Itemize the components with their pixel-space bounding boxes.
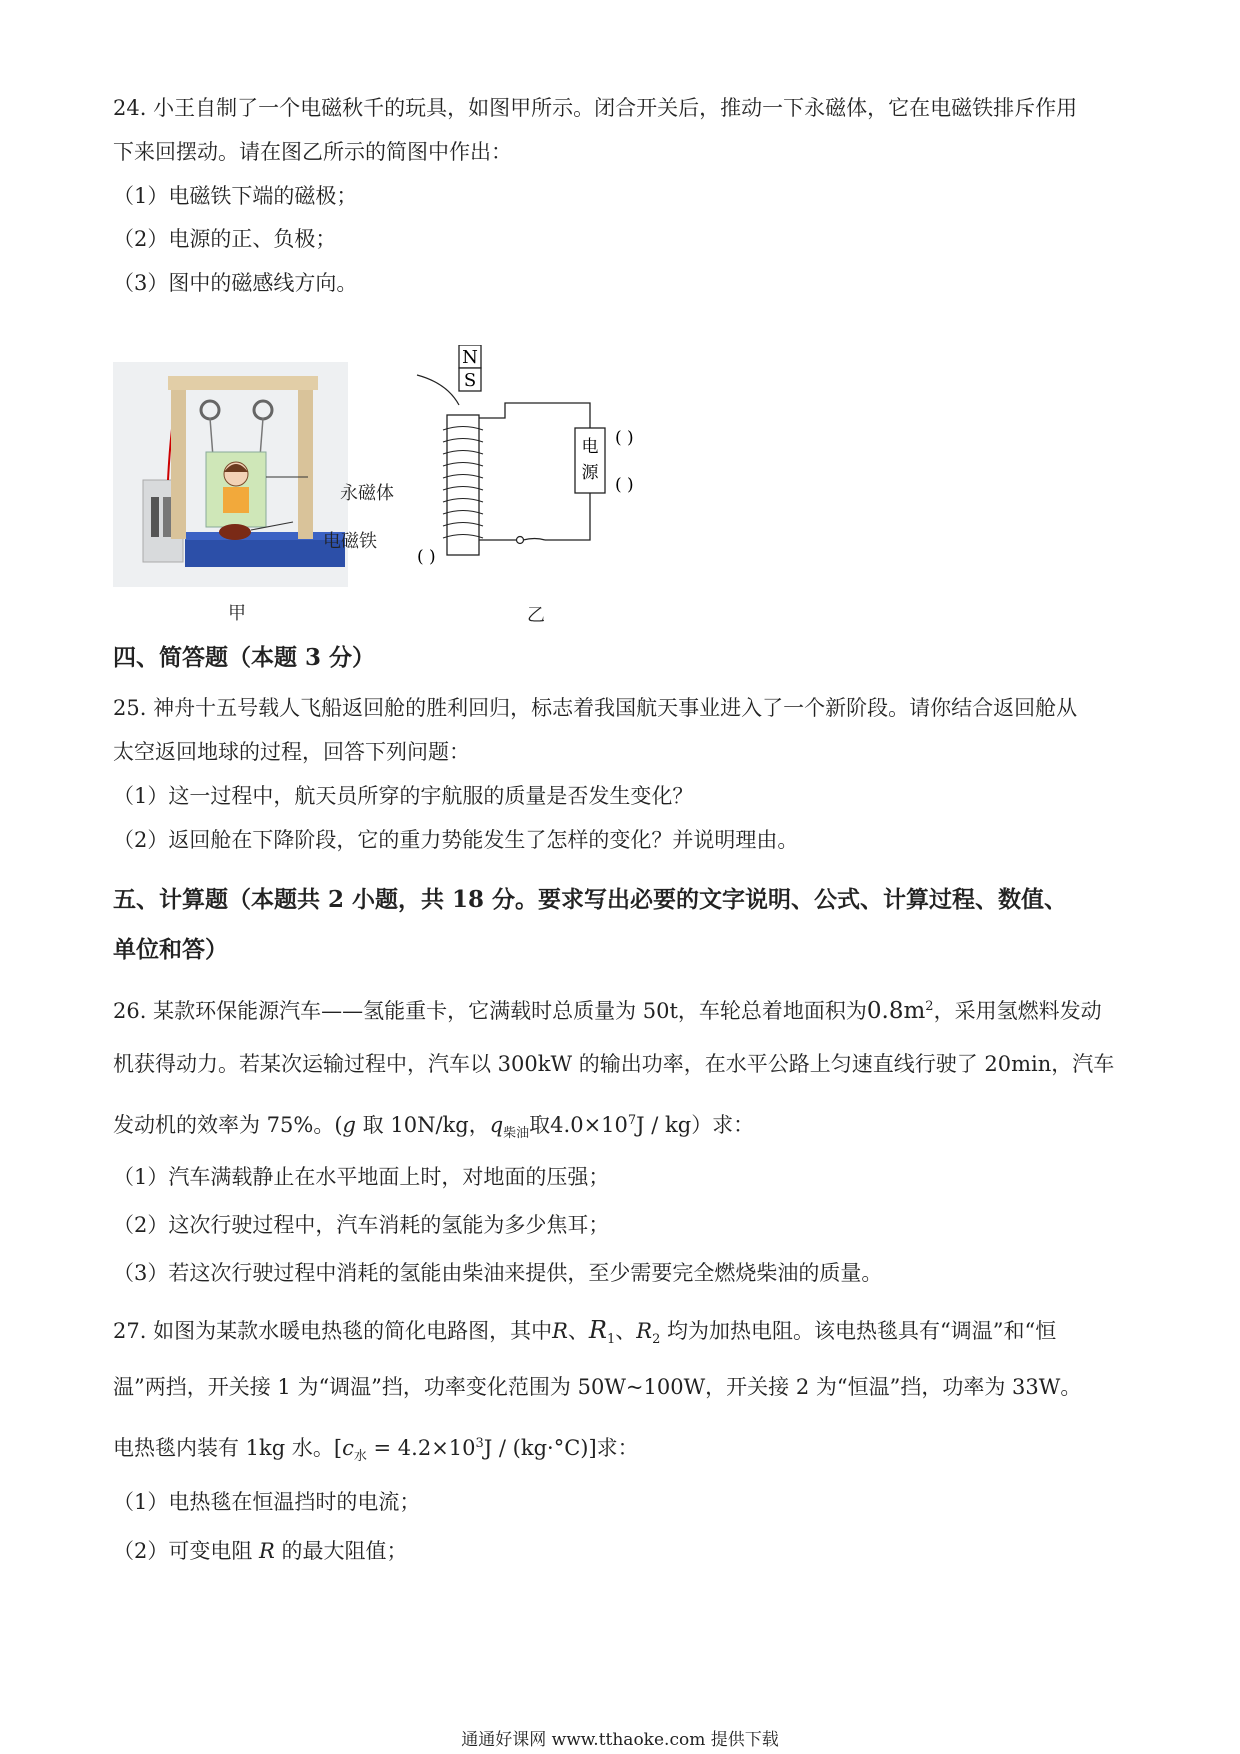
q25-line2: 太空返回地球的过程，回答下列问题： <box>113 740 470 764</box>
blank-source-bottom: ( ) <box>615 475 634 495</box>
q26-item1: （1）汽车满载静止在水平地面上时，对地面的压强； <box>113 1165 610 1189</box>
figure-b-circuit <box>405 345 675 575</box>
figure-b-caption: 乙 <box>527 605 545 626</box>
q26-line3: 发动机的效率为 75%。(g 取 10N/kg，$q_{柴油}$取$4.0\times 10^7J / kg$）求： <box>113 1113 755 1142</box>
q27-item2: （2）可变电阻 R 的最大阻值； <box>113 1539 408 1563</box>
area-value: 0.8m <box>866 998 926 1024</box>
q24-item3: （3）图中的磁感线方向。 <box>113 271 358 295</box>
source-label-2: 源 <box>581 463 599 483</box>
q26-line1: 26. 某款环保能源汽车——氢能重卡，它满载时总质量为 50t，车轮总着地面积为$0.8m^2$，采用氢燃料发动 <box>113 998 1102 1024</box>
section-4-heading: 四、简答题（本题 3 分） <box>113 644 376 671</box>
q27-line1: 27. 如图为某款水暖电热毯的简化电路图，其中R、$R_1$、$R_2$ 均为加热电阻。该电热毯具有“调温”和“恒 <box>113 1316 1057 1348</box>
blank-source-top: ( ) <box>615 428 634 448</box>
q27-item1: （1）电热毯在恒温挡时的电流； <box>113 1490 421 1514</box>
source-label-1: 电 <box>581 437 599 457</box>
label-electromagnet: 电磁铁 <box>323 531 377 552</box>
q25-item1: （1）这一过程中，航天员所穿的宇航服的质量是否发生变化？ <box>113 784 694 808</box>
q25-line1: 25. 神舟十五号载人飞船返回舱的胜利回归，标志着我国航天事业进入了一个新阶段。请你结合返回舱从 <box>113 696 1078 720</box>
magnet-n-label: N <box>462 347 478 368</box>
q24-item1: （1）电磁铁下端的磁极； <box>113 184 358 208</box>
q24-item2: （2）电源的正、负极； <box>113 227 337 251</box>
figure-a-photo <box>113 362 348 587</box>
q26-item2: （2）这次行驶过程中，汽车消耗的氢能为多少焦耳； <box>113 1213 610 1237</box>
q24-line1: 24. 小王自制了一个电磁秋千的玩具，如图甲所示。闭合开关后，推动一下永磁体，它在电磁铁排斥作用 <box>113 96 1078 120</box>
q26-line2: 机获得动力。若某次运输过程中，汽车以 300kW 的输出功率，在水平公路上匀速直线行驶了 20min，汽车 <box>113 1052 1115 1076</box>
blank-pole: ( ) <box>417 547 436 567</box>
q24-line2: 下来回摆动。请在图乙所示的简图中作出： <box>113 140 512 164</box>
section-5-heading-2: 单位和答） <box>113 936 228 963</box>
q27-line3: 电热毯内装有 1kg 水。$[c_水 = 4.2\times 10^3J / (kg\cdot^\circ C)]$求： <box>113 1436 639 1465</box>
figure-a-caption: 甲 <box>228 603 246 624</box>
footer-watermark: 通通好课网 www.tthaoke.com 提供下载 <box>461 1730 779 1750</box>
area-exponent: 2 <box>925 999 934 1014</box>
q26-item3: （3）若这次行驶过程中消耗的氢能由柴油来提供，至少需要完全燃烧柴油的质量。 <box>113 1261 883 1285</box>
label-permanent-magnet: 永磁体 <box>340 483 394 504</box>
section-5-heading-1: 五、计算题（本题共 2 小题，共 18 分。要求写出必要的文字说明、公式、计算过程、数值、 <box>113 886 1068 913</box>
q27-line2: 温”两挡，开关接 1 为“调温”挡，功率变化范围为 50W~100W，开关接 2 为“恒温”挡，功率为 33W。 <box>113 1375 1082 1399</box>
q25-item2: （2）返回舱在下降阶段，它的重力势能发生了怎样的变化？并说明理由。 <box>113 828 799 852</box>
magnet-s-label: S <box>463 370 477 391</box>
